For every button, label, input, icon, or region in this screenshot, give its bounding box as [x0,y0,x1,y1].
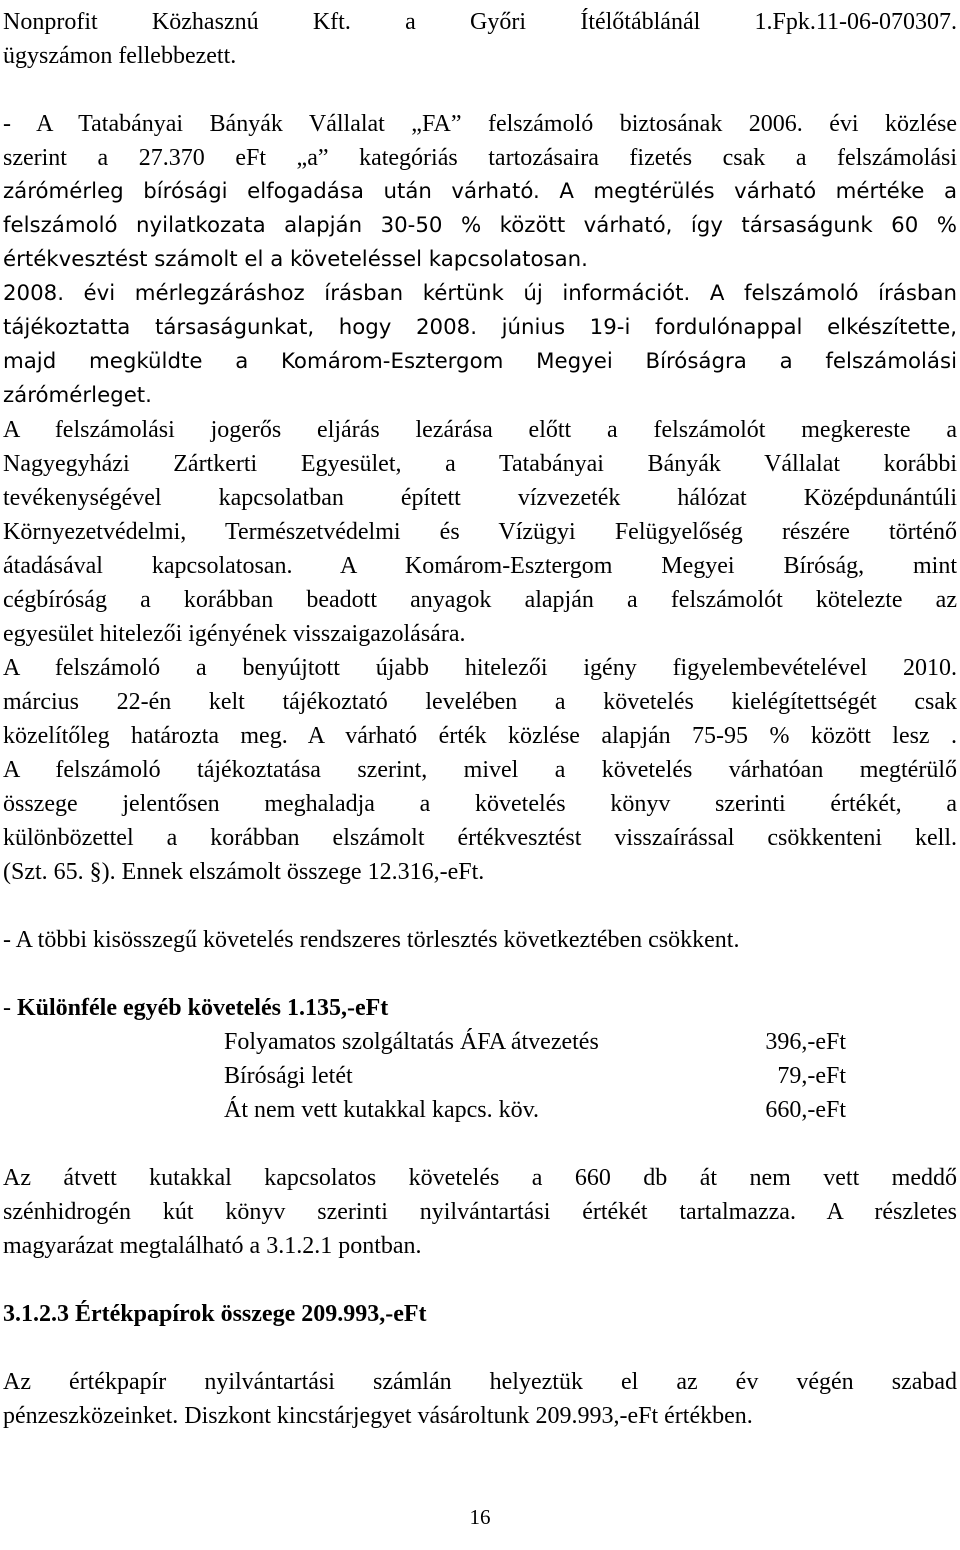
text-line: közelítőleg határozta meg. A várható érték közlése alapján 75-95 % között lesz . [3,723,957,749]
text-line: ügyszámon fellebbezett. [3,43,237,69]
text-line: magyarázat megtalálható a 3.1.2.1 pontban. [3,1233,422,1259]
text-line: Az értékpapír nyilvántartási számlán helyeztük el az év végén szabad [3,1369,957,1395]
text-line: szénhidrogén kút könyv szerinti nyilvántartási értékét tartalmazza. A részletes [3,1199,957,1225]
text-line: tevékenységével kapcsolatban épített vízvezeték hálózat Középdunántúli [3,485,957,511]
text-line: egyesület hitelezői igényének visszaigazolására. [3,621,466,647]
section-heading: 3.1.2.3 Értékpapírok összege 209.993,-eFt [3,1301,427,1327]
text-line: különbözettel a korábban elszámolt értékvesztést visszaírással csökkenteni kell. [3,825,957,851]
text-line: zárómérleget. [3,383,152,408]
text-line: Az átvett kutakkal kapcsolatos követelés a 660 db át nem vett meddő [3,1165,957,1191]
text-line: - A többi kisösszegű követelés rendszeres törlesztés következtében csökkent. [3,927,740,953]
text-line: A felszámolási jogerős eljárás lezárása előtt a felszámolót megkereste a [3,417,957,443]
text-line: Nonprofit Közhasznú Kft. a Győri Ítélőtáblánál 1.Fpk.11-06-070307. [3,9,957,35]
text-line: felszámoló nyilatkozata alapján 30-50 % között várható, így társaságunk 60 % [3,213,957,238]
text-line: átadásával kapcsolatosan. A Komárom-Esztergom Megyei Bíróság, mint [3,553,957,579]
text-line: tájékoztatta társaságunkat, hogy 2008. június 19-i fordulónappal elkészítette, [3,315,957,340]
text-line: március 22-én kelt tájékoztató levelében a követelés kielégítettségét csak [3,689,957,715]
text-line: Nagyegyházi Zártkerti Egyesület, a Tatabányai Bányák Vállalat korábbi [3,451,957,477]
text-line: Környezetvédelmi, Természetvédelmi és Vízügyi Felügyelőség részére történő [3,519,957,545]
text-line [3,991,957,1025]
text-line: - A Tatabányai Bányák Vállalat „FA” felszámoló biztosának 2006. évi közlése [3,111,957,137]
text-line: értékvesztést számolt el a követeléssel kapcsolatosan. [3,247,588,272]
text-line: cégbíróság a korábban beadott anyagok alapján a felszámolót kötelezte az [3,587,957,613]
text-line: összege jelentősen meghaladja a követelés könyv szerinti értékét, a [3,791,957,817]
item-value: 660,-eFt [765,1097,846,1123]
page-number: 16 [469,1505,491,1529]
text-line: zárómérleg bírósági elfogadása után várható. A megtérülés várható mértéke a [3,179,957,204]
text-line: 2008. évi mérlegzáráshoz írásban kértünk új információt. A felszámoló írásban [3,281,957,306]
text-line: majd megküldte a Komárom-Esztergom Megyei Bíróságra a felszámolási [3,349,957,374]
list-dash: - [3,995,17,1021]
item-value: 79,-eFt [777,1063,846,1089]
item-label: Folyamatos szolgáltatás ÁFA átvezetés [224,1029,599,1055]
bold-heading-text: Különféle egyéb követelés 1.135,-eFt [17,995,389,1021]
item-label: Bírósági letét [224,1063,353,1089]
text-line: pénzeszközeinket. Diszkont kincstárjegyet vásároltunk 209.993,-eFt értékben. [3,1403,753,1429]
text-line: szerint a 27.370 eFt „a” kategóriás tartozásaira fizetés csak a felszámolási [3,145,957,171]
text-line: (Szt. 65. §). Ennek elszámolt összege 12.316,-eFt. [3,859,485,885]
text-line: A felszámoló tájékoztatása szerint, mivel a követelés várhatóan megtérülő [3,757,957,783]
item-label: Át nem vett kutakkal kapcs. köv. [224,1097,540,1123]
item-value: 396,-eFt [765,1029,846,1055]
text-line: A felszámoló a benyújtott újabb hitelezői igény figyelembevételével 2010. [3,655,957,681]
